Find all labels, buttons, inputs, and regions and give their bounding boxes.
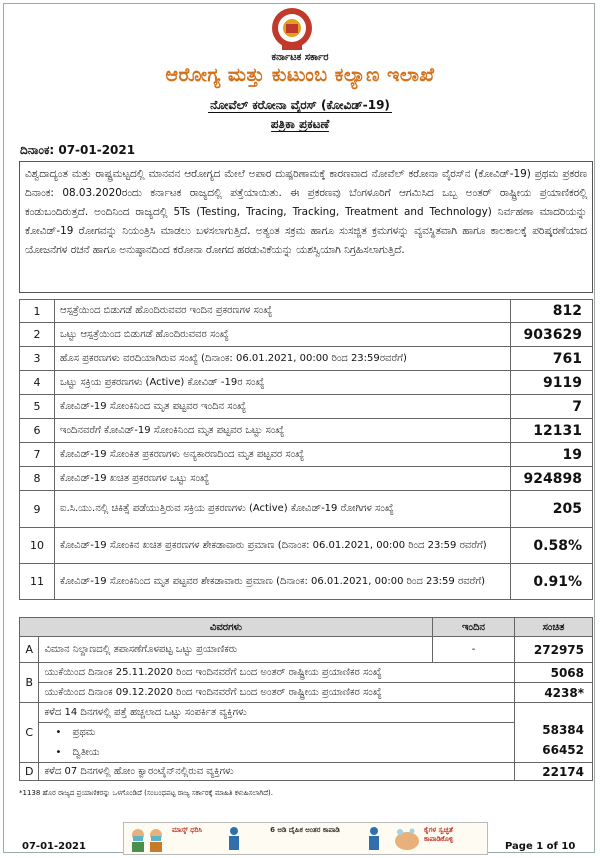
- row-description: ಕೋವಿಡ್-19 ಖಚಿತ ಪ್ರಕರಣಗಳ ಒಟ್ಟು ಸಂಖ್ಯೆ: [55, 467, 511, 491]
- page-number: Page 1 of 10: [505, 841, 576, 852]
- row-value: 19: [511, 443, 593, 467]
- hand-wash-icon: [392, 826, 422, 852]
- table-row: [20, 703, 593, 723]
- contacts-values: [515, 703, 593, 763]
- row-label: C: [20, 703, 39, 763]
- header-today: ಇಂದಿನ: [433, 618, 515, 637]
- row-value: 903629: [511, 323, 593, 347]
- footnote: *1138 ಹೊರ ರಾಜ್ಯದ ಪ್ರಯಾಣಿಕರನ್ನು ಒಳಗೊಂಡಿದೆ (ಸಂಬಂಧಪಟ್ಟ ರಾಜ್ಯ ಸರ್ಕಾರಕ್ಕೆ ಮಾಹಿತಿ ಕಳುಹಿಸಲಾಗಿದೆ).: [19, 789, 274, 797]
- department-title: ಆರೋಗ್ಯ ಮತ್ತು ಕುಟುಂಬ ಕಲ್ಯಾಣ ಇಲಾಖೆ: [165, 64, 435, 86]
- row-number: 10: [20, 528, 55, 564]
- row-number: 1: [20, 300, 55, 323]
- row-number: 11: [20, 564, 55, 600]
- table-row: [20, 443, 593, 467]
- row-number: 3: [20, 347, 55, 371]
- table-row: [20, 419, 593, 443]
- row-value: 5068: [515, 663, 593, 683]
- row-description: ಕೋವಿಡ್-19 ಸೋಂಕಿತ ಪ್ರಕರಣಗಳು ಅನ್ಯಕಾರಣದಿಂದ ಮೃತ ಪಟ್ಟವರ ಸಂಖ್ಯೆ: [55, 443, 511, 467]
- row-number: 2: [20, 323, 55, 347]
- row-value: 761: [511, 347, 593, 371]
- row-value: 812: [511, 300, 593, 323]
- row-number: 8: [20, 467, 55, 491]
- hand-hygiene-message: ಕೈಗಳ ಸ್ವಚ್ಛತೆ ಕಾಪಾಡಿಕೊಳ್ಳಿ: [424, 826, 454, 843]
- row-description: ವಿಮಾನ ನಿಲ್ದಾಣದಲ್ಲಿ ತಪಾಸಣೆಗೊಳಪಟ್ಟ ಒಟ್ಟು ಪ್ರಯಾಣಿಕರು: [39, 637, 433, 663]
- secondary-contacts-value: 66452: [542, 743, 584, 757]
- table-row: [20, 763, 593, 781]
- row-number: 7: [20, 443, 55, 467]
- table-row: [20, 637, 593, 663]
- row-description: ಯುಕೆಯಿಂದ ದಿನಾಂಕ 09.12.2020 ರಿಂದ ಇಂದಿನವರೆಗೆ ಬಂದ ಅಂತರ್ ರಾಷ್ಟ್ರೀಯ ಪ್ರಯಾಣಿಕರ ಸಂಖ್ಯೆ: [39, 683, 515, 703]
- table-header-row: [20, 618, 593, 637]
- mask-people-icon: [128, 826, 168, 852]
- header-details: ವಿವರಗಳು: [20, 618, 433, 637]
- row-value: 205: [511, 491, 593, 528]
- mask-message: ಮಾಸ್ಕ್ ಧರಿಸಿ: [172, 826, 203, 834]
- row-description: ಕಳೆದ 14 ದಿನಗಳಲ್ಲಿ ಪತ್ತೆ ಹಚ್ಚಲಾದ ಒಟ್ಟು ಸಂಪರ್ಕಿತ ವ್ಯಕ್ತಿಗಳು: [39, 703, 515, 723]
- row-value: 9119: [511, 371, 593, 395]
- table-row: [20, 300, 593, 323]
- row-value: 22174: [515, 763, 593, 781]
- row-description: ಕೋವಿಡ್-19 ಸೋಂಕಿನಿಂದ ಮೃತ ಪಟ್ಟವರ ಇಂದಿನ ಸಂಖ್ಯೆ: [55, 395, 511, 419]
- row-description: ಯುಕೆಯಿಂದ ದಿನಾಂಕ 25.11.2020 ರಿಂದ ಇಂದಿನವರೆಗೆ ಬಂದ ಅಂತರ್ ರಾಷ್ಟ್ರೀಯ ಪ್ರಯಾಣಿಕರ ಸಂಖ್ಯೆ: [39, 663, 515, 683]
- karnataka-emblem-icon: [266, 6, 318, 52]
- table-row: [20, 491, 593, 528]
- table-row: [20, 663, 593, 683]
- row-description: ಐ.ಸಿ.ಯು.ನಲ್ಲಿ ಚಿಕಿತ್ಸೆ ಪಡೆಯುತ್ತಿರುವ ಸಕ್ರಿಯ ಪ್ರಕರಣಗಳು (Active) ಕೋವಿಡ್-19 ರೋಗಿಗಳ ಸಂಖ್ಯೆ: [55, 491, 511, 528]
- row-value: 12131: [511, 419, 593, 443]
- row-description: ಕೋವಿಡ್-19 ಸೋಂಕಿನಿಂದ ಮೃತ ಪಟ್ಟವರ ಶೇಕಡಾವಾರು ಪ್ರಮಾಣ (ದಿನಾಂಕ: 06.01.2021, 00:00 ರಿಂದ 23:59 ರವರೆಗೆ): [55, 564, 511, 600]
- details-table: [19, 617, 593, 781]
- row-description: ಒಟ್ಟು ಸಕ್ರಿಯ ಪ್ರಕರಣಗಳು (Active) ಕೋವಿಡ್ -19ರ ಸಂಖ್ಯೆ: [55, 371, 511, 395]
- table-row: [20, 347, 593, 371]
- table-row: [20, 323, 593, 347]
- press-release-title: ಪತ್ರಿಕಾ ಪ್ರಕಟಣೆ: [270, 117, 330, 131]
- row-description: ಹೊಸ ಪ್ರಕರಣಗಳು ವರದಿಯಾಗಿರುವ ಸಂಖ್ಯೆ (ದಿನಾಂಕ: 06.01.2021, 00:00 ರಿಂದ 23:59ರವರೆಗೆ): [55, 347, 511, 371]
- table-row: [20, 371, 593, 395]
- primary-contacts-value: 58384: [542, 723, 584, 737]
- header-cumulative: ಸಂಚಿತ: [515, 618, 593, 637]
- table-row: [20, 723, 593, 743]
- row-label: A: [20, 637, 39, 663]
- table-row: [20, 528, 593, 564]
- table-row: [20, 683, 593, 703]
- secondary-contacts-label: • ದ್ವಿತೀಯ: [44, 747, 99, 758]
- row-value: 0.91%: [511, 564, 593, 600]
- covid-awareness-banner: [123, 822, 488, 855]
- row-description: ಇಂದಿನವರೆಗೆ ಕೋವಿಡ್-19 ಸೋಂಕಿನಿಂದ ಮೃತ ಪಟ್ಟವರ ಒಟ್ಟು ಸಂಖ್ಯೆ: [55, 419, 511, 443]
- row-number: 6: [20, 419, 55, 443]
- table-row: [20, 743, 593, 763]
- row-description: ಆಸ್ಪತ್ರೆಯಿಂದ ಬಿಡುಗಡೆ ಹೊಂದಿರುವವರ ಇಂದಿನ ಪ್ರಕರಣಗಳ ಸಂಖ್ಯೆ: [55, 300, 511, 323]
- primary-contacts-label: • ಪ್ರಥಮ: [44, 727, 95, 738]
- table-row: [20, 564, 593, 600]
- row-description: ಕಳೆದ 07 ದಿನಗಳಲ್ಲಿ ಹೋಂ ಕ್ವಾರಂಟೈನ್‌ನಲ್ಲಿರುವ ವ್ಯಕ್ತಿಗಳು: [39, 763, 515, 781]
- intro-paragraph: ವಿಶ್ವದಾದ್ಯಂತ ಮತ್ತು ರಾಷ್ಟ್ರಮಟ್ಟದಲ್ಲಿ ಮಾನವನ ಆರೋಗ್ಯದ ಮೇಲೆ ಅಪಾರ ದುಷ್ಪರಿಣಾಮಕ್ಕೆ ಕಾರಣವಾದ ನೋವೆಲ್ ಕರೋನಾ ವೈರಸ್‌ನ (ಕೋವಿಡ್-19) ಪ್ರಥಮ ಪ್ರಕರಣ ದಿನಾಂಕ: 08.03.2020ರಂದು ಕರ್ನಾಟಕ ರಾಜ್ಯದಲ್ಲಿ ಪತ್ತೆಯಾಯಿತು. ಈ ಪ್ರಕರಣವು ಬೆಂಗಳೂರಿಗೆ ಆಗಮಿಸಿದ ಒಬ್ಬ ಅಂತರ್ ರಾಷ್ಟ್ರೀಯ ಪ್ರಯಾಣಿಕರಲ್ಲಿ ಕಂಡುಬಂದಿರುತ್ತದೆ. ಅಂದಿನಿಂದ ರಾಜ್ಯದಲ್ಲಿ 5Ts (Testing, Tracing, Tracking, Treatment and Technology) ನಿರ್ವಹಣಾ ಮಾದರಿಯನ್ನು ಕೋವಿಡ್-19 ರೋಗವನ್ನು ನಿಯಂತ್ರಿಸಿ ಮಾಡಲು ಬಳಸಲಾಗುತ್ತಿದೆ. ಅತ್ಯಂತ ಸಕ್ರಮ ಹಾಗೂ ಸುಸಜ್ಜಿತ ಕ್ರಮಗಳನ್ನು ವ್ಯವಸ್ಥಿತವಾಗಿ ಹಾಗೂ ಕಾಲಕಾಲಕ್ಕೆ ಪರಿಷ್ಕರಣೆಯಾದ ಯೋಜನೆಗಳ ರಚನೆ ಹಾಗೂ ಅನುಷ್ಠಾನದಿಂದ ಕರೋನಾ ರೋಗದ ಹರಡುವಿಕೆಯನ್ನು ಯಶಸ್ವಿಯಾಗಿ ನಿಗ್ರಹಿಸಲಾಗುತ್ತಿದೆ.: [19, 161, 593, 293]
- row-today-value: -: [433, 637, 515, 663]
- row-number: 5: [20, 395, 55, 419]
- document-date: ದಿನಾಂಕ: 07-01-2021: [20, 143, 136, 157]
- row-description: ಒಟ್ಟು ಆಸ್ಪತ್ರೆಯಿಂದ ಬಿಡುಗಡೆ ಹೊಂದಿರುವವರ ಸಂಖ್ಯೆ: [55, 323, 511, 347]
- person-left-icon: [222, 826, 246, 852]
- row-description: ಕೋವಿಡ್-19 ಸೋಂಕಿನ ಖಚಿತ ಪ್ರಕರಣಗಳ ಶೇಕಡಾವಾರು ಪ್ರಮಾಣ (ದಿನಾಂಕ: 06.01.2021, 00:00 ರಿಂದ 23:59 ರವರೆಗೆ): [55, 528, 511, 564]
- table-row: [20, 395, 593, 419]
- row-value: 272975: [515, 637, 593, 663]
- row-label: D: [20, 763, 39, 781]
- table-row: [20, 467, 593, 491]
- row-value: 0.58%: [511, 528, 593, 564]
- row-label: B: [20, 663, 39, 703]
- row-number: 9: [20, 491, 55, 528]
- row-value: 4238*: [515, 683, 593, 703]
- topic-title: ನೋವೆಲ್ ಕರೋನಾ ವೈರಸ್ (ಕೋವಿಡ್-19): [210, 98, 390, 112]
- stats-table: [19, 299, 593, 600]
- person-right-icon: [362, 826, 386, 852]
- row-value: 7: [511, 395, 593, 419]
- row-value: 924898: [511, 467, 593, 491]
- row-number: 4: [20, 371, 55, 395]
- distance-message: 6 ಅಡಿ ದೈಹಿಕ ಅಂತರ ಕಾಪಾಡಿ: [270, 826, 340, 834]
- government-name: ಕರ್ನಾಟಕ ಸರ್ಕಾರ: [271, 52, 329, 63]
- footer-date: 07-01-2021: [22, 841, 86, 852]
